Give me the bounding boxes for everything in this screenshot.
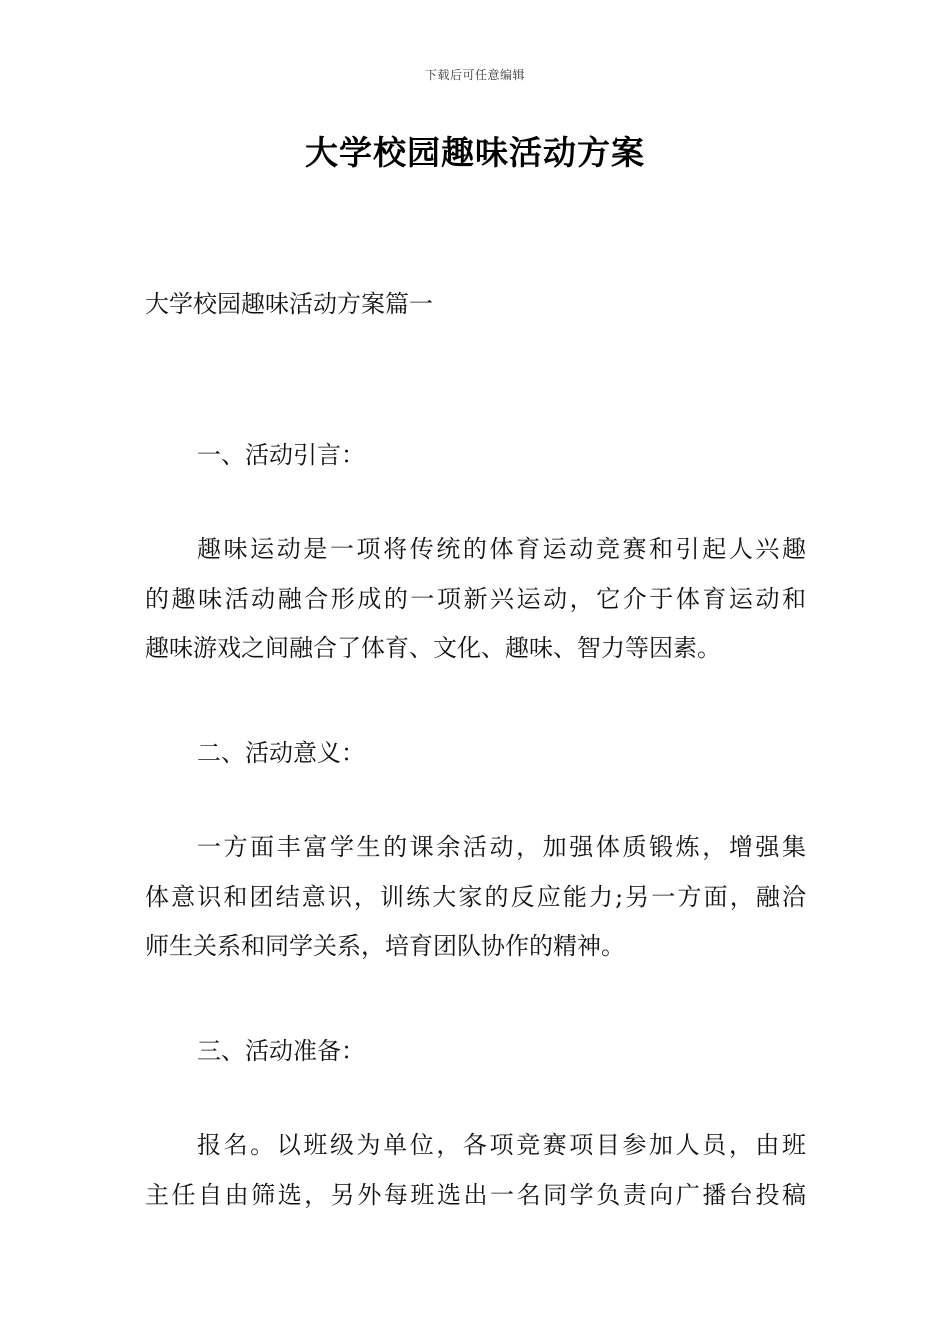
paragraph-line: 主任自由筛选，另外每班选出一名同学负责向广播台投稿 [145,1180,806,1209]
section-heading-intro: 一、活动引言： [197,441,365,469]
section-heading-significance: 二、活动意义： [197,739,365,767]
document-subtitle: 大学校园趣味活动方案篇一 [145,290,433,318]
paragraph-line: 趣味运动是一项将传统的体育运动竞赛和引起人兴趣 [197,535,806,563]
paragraph-line: 的趣味活动融合形成的一项新兴运动，它介于体育运动和 [145,584,806,613]
document-title: 大学校园趣味活动方案 [305,133,645,172]
paragraph-line: 师生关系和同学关系，培育团队协作的精神。 [145,932,625,960]
section-paragraph-intro [145,525,806,674]
section-paragraph-significance [145,823,806,972]
section-heading-preparation: 三、活动准备： [197,1037,365,1065]
paragraph-line: 体意识和团结意识，训练大家的反应能力;另一方面，融洽 [145,882,806,911]
paragraph-line: 一方面丰富学生的课余活动，加强体质锻炼，增强集 [197,833,806,861]
section-paragraph-preparation [145,1121,806,1220]
paragraph-line: 报名。以班级为单位，各项竞赛项目参加人员，由班 [197,1131,806,1159]
paragraph-line: 趣味游戏之间融合了体育、文化、趣味、智力等因素。 [145,634,721,662]
header-note: 下载后可任意编辑 [424,68,525,82]
